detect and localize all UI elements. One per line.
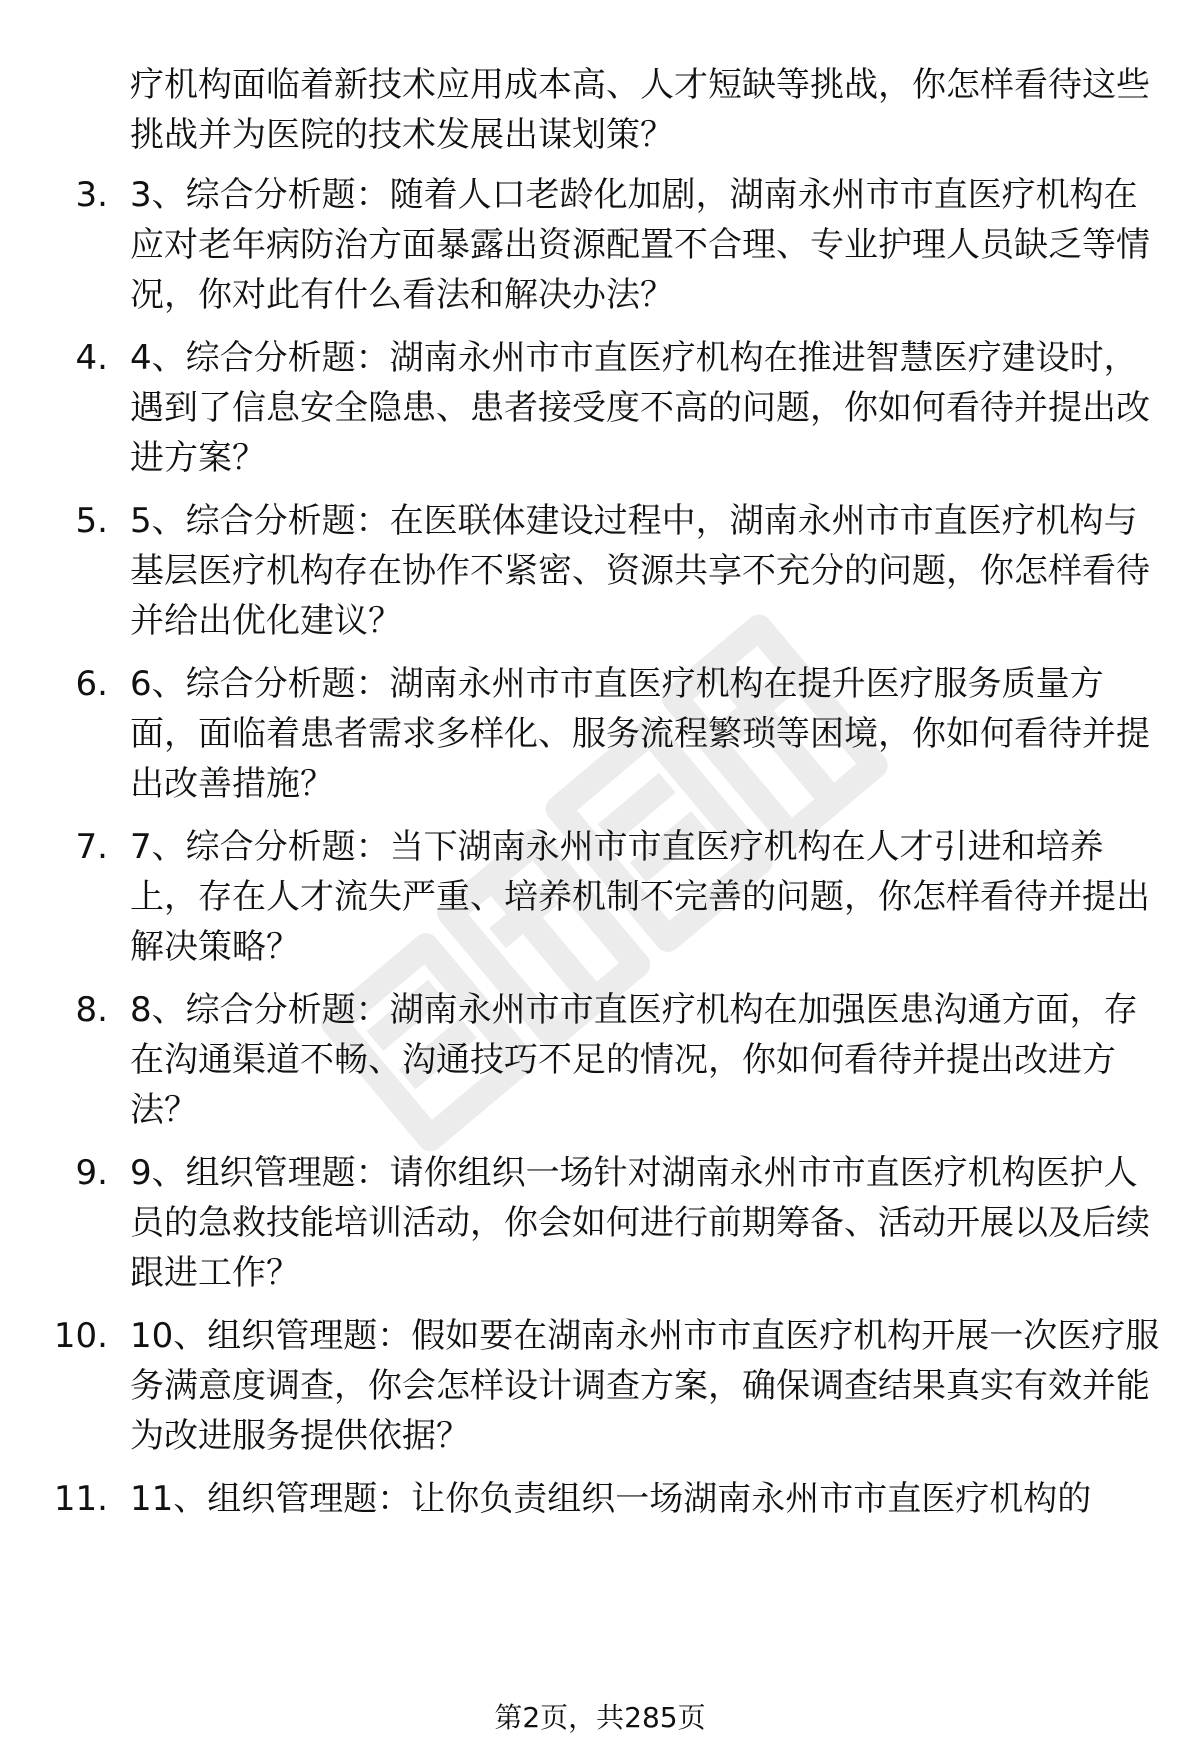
item-number: 8. bbox=[75, 990, 108, 1030]
continued-question-text: 疗机构面临着新技术应用成本高、人才短缺等挑战，你怎样看待这些挑战并为医院的技术发展出谋划策？ bbox=[130, 65, 1150, 155]
item-number: 4. bbox=[75, 338, 108, 378]
item-number: 5. bbox=[75, 501, 108, 541]
item-number: 11. bbox=[53, 1479, 108, 1519]
page-footer: 第2页，共285页 bbox=[494, 1701, 706, 1734]
item-number: 10. bbox=[53, 1316, 108, 1356]
item-text: 11、组织管理题：让你负责组织一场湖南永州市市直医疗机构的 bbox=[130, 1479, 1092, 1519]
item-text: 10、组织管理题：假如要在湖南永州市市直医疗机构开展一次医疗服务满意度调查，你会怎样设计调查方案，确保调查结果真实有效并能为改进服务提供依据？ bbox=[130, 1316, 1160, 1456]
item-text: 6、综合分析题：湖南永州市市直医疗机构在提升医疗服务质量方面，面临着患者需求多样化、服务流程繁琐等困境，你如何看待并提出改善措施？ bbox=[130, 664, 1150, 804]
item-number: 6. bbox=[75, 664, 108, 704]
item-text: 9、组织管理题：请你组织一场针对湖南永州市市直医疗机构医护人员的急救技能培训活动，你会如何进行前期筹备、活动开展以及后续跟进工作？ bbox=[130, 1153, 1150, 1293]
item-text: 3、综合分析题：随着人口老龄化加剧，湖南永州市市直医疗机构在应对老年病防治方面暴露出资源配置不合理、专业护理人员缺乏等情况，你对此有什么看法和解决办法？ bbox=[130, 175, 1150, 315]
item-number: 9. bbox=[75, 1153, 108, 1193]
item-number: 3. bbox=[75, 175, 108, 215]
item-text: 7、综合分析题：当下湖南永州市市直医疗机构在人才引进和培养上，存在人才流失严重、培养机制不完善的问题，你怎样看待并提出解决策略？ bbox=[130, 827, 1150, 967]
item-text: 5、综合分析题：在医联体建设过程中，湖南永州市市直医疗机构与基层医疗机构存在协作不紧密、资源共享不充分的问题，你怎样看待并给出优化建议？ bbox=[130, 501, 1150, 641]
item-text: 4、综合分析题：湖南永州市市直医疗机构在推进智慧医疗建设时，遇到了信息安全隐患、患者接受度不高的问题，你如何看待并提出改进方案？ bbox=[130, 338, 1150, 478]
item-text: 8、综合分析题：湖南永州市市直医疗机构在加强医患沟通方面，存在沟通渠道不畅、沟通技巧不足的情况，你如何看待并提出改进方法？ bbox=[130, 990, 1138, 1130]
item-number: 7. bbox=[75, 827, 108, 867]
